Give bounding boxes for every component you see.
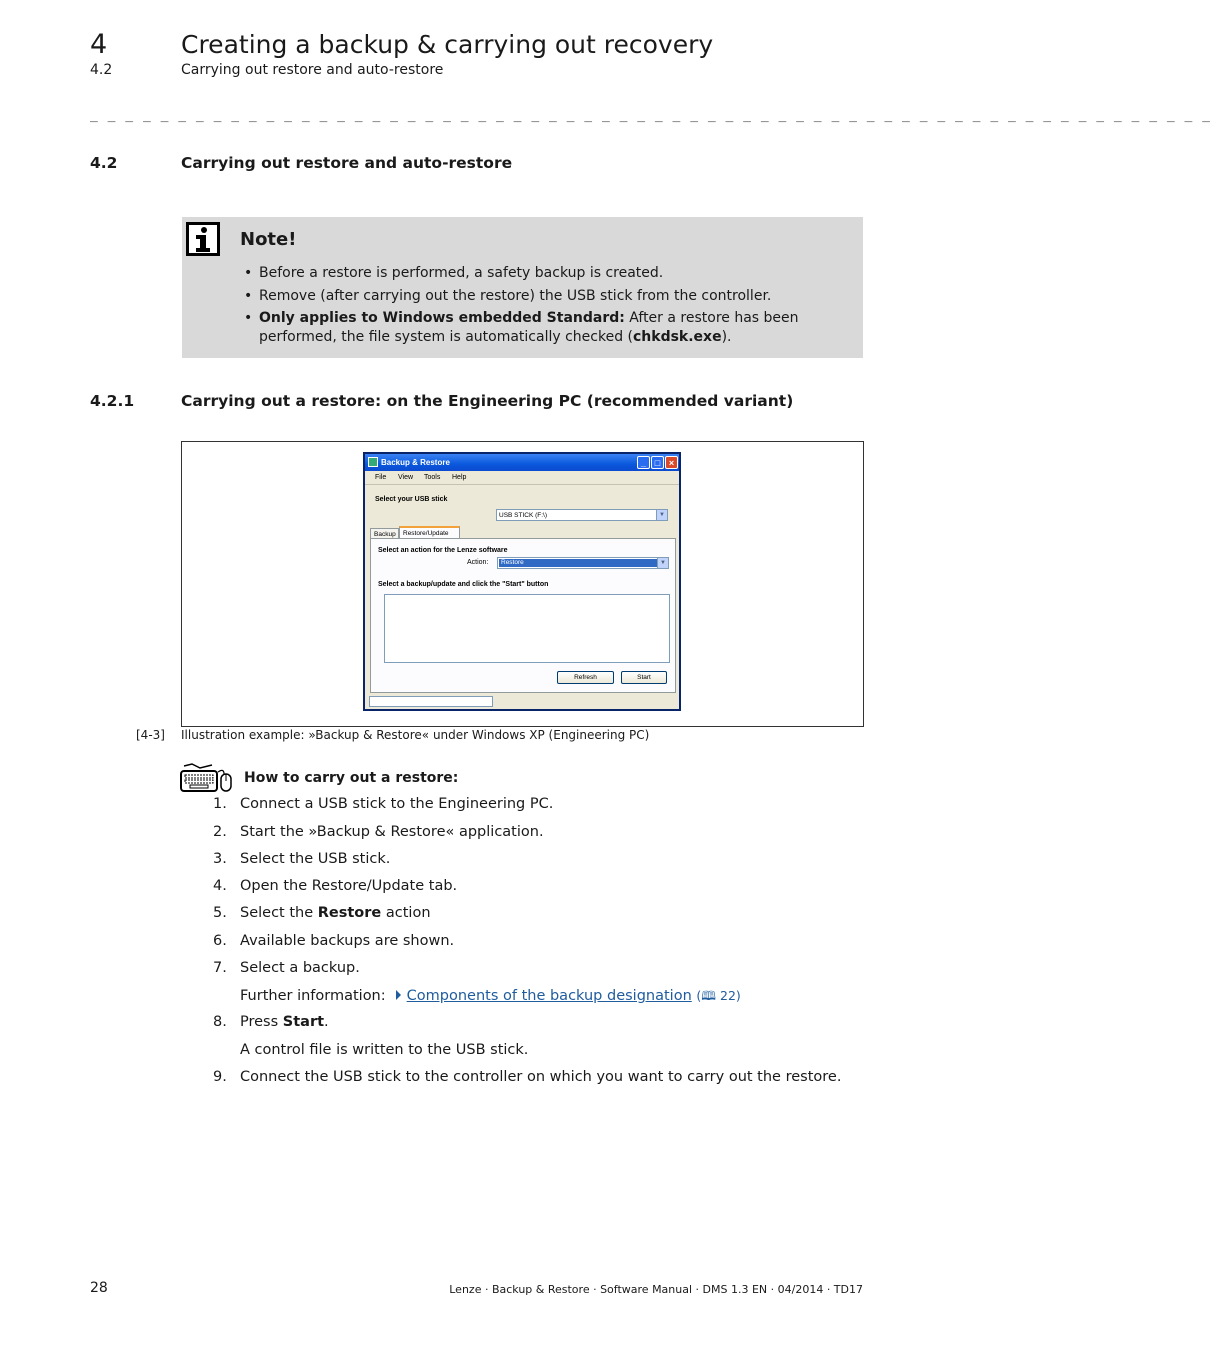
step-text: Select a backup. xyxy=(240,960,360,976)
usb-stick-dropdown[interactable] xyxy=(496,509,668,521)
step-number: 1. xyxy=(213,796,227,812)
step-number: 3. xyxy=(213,851,227,867)
header-section-title: Carrying out restore and auto-restore xyxy=(181,62,444,78)
figure-number: [4-3] xyxy=(136,728,165,742)
further-info-label: Further information: xyxy=(240,988,386,1004)
status-bar xyxy=(369,696,493,707)
step-number: 4. xyxy=(213,878,227,894)
menu-tools[interactable]: Tools xyxy=(424,474,441,481)
start-button[interactable]: Start xyxy=(621,671,667,684)
further-info-link[interactable]: Components of the backup designation xyxy=(406,988,692,1004)
header-rule: _ _ _ _ _ _ _ _ _ _ _ _ _ _ _ _ _ _ _ _ _ _ _ _ _ _ _ _ _ _ _ _ _ _ _ _ _ _ _ _ _ _ _ _ _ _ _ _ _ _ _ _ _ _ _ _ _ _ _ _ _ _ _ _ xyxy=(90,108,1211,123)
step-text: Select the USB stick. xyxy=(240,851,391,867)
backup-list-label: Select a backup/update and click the "Start" button xyxy=(378,581,549,588)
menu-file[interactable]: File xyxy=(375,474,387,481)
figure-caption: Illustration example: »Backup & Restore« under Windows XP (Engineering PC) xyxy=(181,728,650,742)
backup-list[interactable] xyxy=(384,594,670,663)
step-number: 7. xyxy=(213,960,227,976)
howto-title: How to carry out a restore: xyxy=(244,770,459,786)
step-text: Select the Restore action xyxy=(240,905,431,921)
usb-select-label: Select your USB stick xyxy=(375,496,448,503)
section-number: 4.2 xyxy=(90,154,118,172)
chevron-down-icon: ▼ xyxy=(657,558,668,568)
action-dropdown[interactable] xyxy=(497,557,669,569)
subsection-number: 4.2.1 xyxy=(90,392,135,410)
menu-view[interactable]: View xyxy=(398,474,414,481)
refresh-button[interactable]: Refresh xyxy=(557,671,614,684)
restore-panel xyxy=(370,538,676,693)
header-section-number: 4.2 xyxy=(90,62,113,78)
chevron-down-icon: ▼ xyxy=(656,510,667,520)
step-number: 9. xyxy=(213,1069,227,1085)
action-value: Restore xyxy=(499,559,657,567)
menu-bar xyxy=(365,471,679,485)
note-item: • Before a restore is performed, a safety backup is created. xyxy=(244,264,844,283)
step-text: Open the Restore/Update tab. xyxy=(240,878,458,894)
action-label: Action: xyxy=(467,559,489,566)
step-number: 5. xyxy=(213,905,227,921)
note-item: • Only applies to Windows embedded Standard: After a restore has been performed, the file system is automatically checked (chkdsk.exe). xyxy=(244,309,844,347)
step-number: 6. xyxy=(213,933,227,949)
step-note: A control file is written to the USB stick. xyxy=(240,1042,529,1058)
maximize-icon[interactable]: □ xyxy=(651,456,664,469)
tab-restore-update[interactable]: Restore/Update xyxy=(399,526,460,540)
note-item: • Remove (after carrying out the restore) the USB stick from the controller. xyxy=(244,287,844,306)
minimize-icon[interactable]: _ xyxy=(637,456,650,469)
link-arrow-icon xyxy=(396,990,401,1000)
book-icon: 🕮 xyxy=(701,988,717,1003)
keyboard-mouse-icon xyxy=(180,762,234,794)
step-text: Press Start. xyxy=(240,1014,329,1030)
step-text: Available backups are shown. xyxy=(240,933,455,949)
window-titlebar xyxy=(365,454,679,471)
tab-backup[interactable]: Backup xyxy=(370,528,399,540)
section-title: Carrying out restore and auto-restore xyxy=(181,154,513,172)
note-box xyxy=(182,217,863,358)
step-text: Connect the USB stick to the controller on which you want to carry out the restore. xyxy=(240,1069,842,1085)
chapter-title: Creating a backup & carrying out recovery xyxy=(181,30,714,59)
note-title: Note! xyxy=(240,229,297,250)
footer-text: Lenze · Backup & Restore · Software Manual · DMS 1.3 EN · 04/2014 · TD17 xyxy=(449,1283,863,1296)
chapter-number: 4 xyxy=(90,29,108,60)
further-info xyxy=(240,987,741,1008)
usb-stick-value: USB STICK (F:\) xyxy=(499,512,548,519)
figure-frame xyxy=(181,441,864,727)
app-icon xyxy=(368,457,378,467)
subsection-title: Carrying out a restore: on the Engineering PC (recommended variant) xyxy=(181,392,794,410)
step-number: 2. xyxy=(213,824,227,840)
page-number: 28 xyxy=(90,1280,108,1296)
close-icon[interactable]: × xyxy=(665,456,678,469)
info-icon xyxy=(186,222,220,256)
note-list xyxy=(244,264,844,351)
step-number: 8. xyxy=(213,1014,227,1030)
page-reference[interactable]: (🕮 22) xyxy=(696,988,741,1003)
menu-help[interactable]: Help xyxy=(452,474,467,481)
step-text: Connect a USB stick to the Engineering PC. xyxy=(240,796,554,812)
backup-restore-window xyxy=(363,452,681,711)
window-title: Backup & Restore xyxy=(381,458,450,467)
action-section-label: Select an action for the Lenze software xyxy=(378,547,508,554)
step-text: Start the »Backup & Restore« application. xyxy=(240,824,544,840)
